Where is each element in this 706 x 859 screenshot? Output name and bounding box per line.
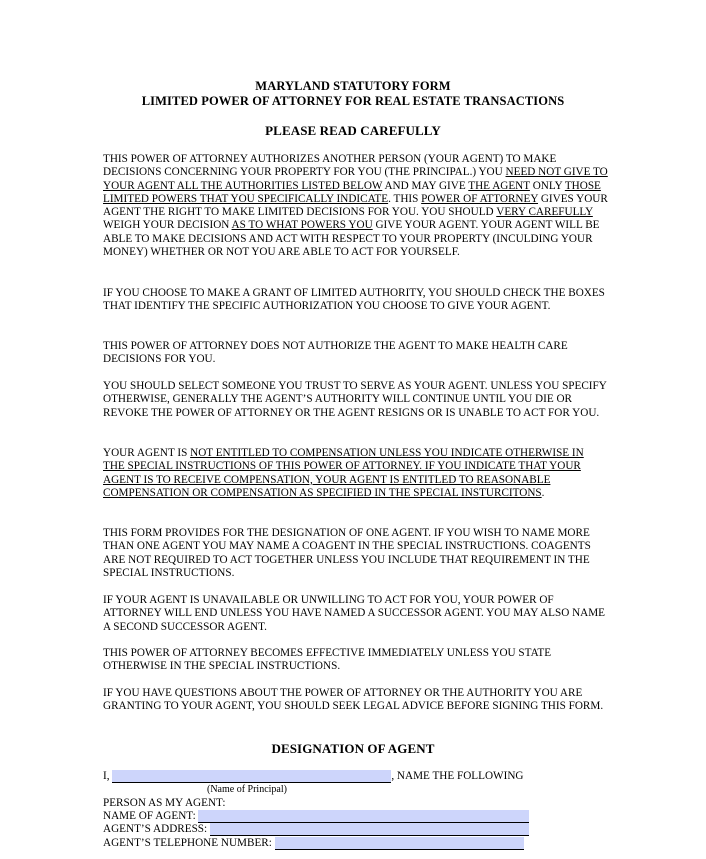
principal-name-field[interactable] [112, 770, 391, 783]
form-title-line1: MARYLAND STATUTORY FORM [255, 79, 451, 93]
agent-name-row: NAME OF AGENT: [103, 810, 529, 823]
paragraph-compensation: YOUR AGENT IS NOT ENTITLED TO COMPENSATION UNLESS YOU INDICATE OTHERWISE IN THE SPECIAL INSTRUCTIONS OF THIS POWER OF ATTORNEY. IF YOU INDICATE THAT YOUR AGENT IS TO RECEIVE COMPENSATION, YOUR AGENT IS ENTITLED TO REASONABLE COMPENSATION OR COMPENSATION AS SPECIFIED IN THE SPECIAL INSTURCITONS. [103, 447, 584, 499]
agent-address-field[interactable] [210, 823, 529, 836]
agent-phone-field[interactable] [275, 837, 524, 850]
paragraph-effective-date: THIS POWER OF ATTORNEY BECOMES EFFECTIVE IMMEDIATELY UNLESS YOU STATE OTHERWISE IN THE SPECIAL INSTRUCTIONS. [103, 647, 552, 673]
agent-phone-row: AGENT’S TELEPHONE NUMBER: [103, 837, 524, 850]
principal-row: I, , NAME THE FOLLOWING [103, 770, 524, 782]
agent-name-field[interactable] [198, 810, 529, 823]
paragraph-health-care: THIS POWER OF ATTORNEY DOES NOT AUTHORIZE THE AGENT TO MAKE HEALTH CARE DECISIONS FOR YOU. [103, 340, 568, 366]
paragraph-trusted-agent: YOU SHOULD SELECT SOMEONE YOU TRUST TO SERVE AS YOUR AGENT. UNLESS YOU SPECIFY OTHERWISE, GENERALLY THE AGENT’S AUTHORITY WILL CONTINUE UNTIL YOU DIE OR REVOKE THE POWER OF ATTORNEY OR THE AGENT RESIGNS OR IS UNABLE TO ACT FOR YOU. [103, 380, 607, 419]
read-carefully-heading: PLEASE READ CAREFULLY [265, 123, 441, 138]
form-title-line2: LIMITED POWER OF ATTORNEY FOR REAL ESTATE TRANSACTIONS [141, 94, 565, 108]
paragraph-authorization: THIS POWER OF ATTORNEY AUTHORIZES ANOTHER PERSON (YOUR AGENT) TO MAKE DECISIONS CONCERNING YOUR PROPERTY FOR YOU (THE PRINCIPAL.) YOU NEED NOT GIVE TO YOUR AGENT ALL THE AUTHORITIES LISTED BELOW AND MAY GIVE THE AGENT ONLY THOSE LIMITED POWERS THAT YOU SPECIFICALLY INDICATE. THIS POWER OF ATTORNEY GIVES YOUR AGENT THE RIGHT TO MAKE LIMITED DECISIONS FOR YOU. YOU SHOULD VERY CAREFULLY WEIGH YOUR DECISION AS TO WHAT POWERS YOU GIVE YOUR AGENT. YOUR AGENT WILL BE ABLE TO MAKE DECISIONS AND ACT WITH RESPECT TO YOUR PROPERTY (INCULDING YOUR MONEY) WHETHER OR NOT YOU ARE ABLE TO ACT FOR YOURSELF. [103, 153, 608, 259]
paragraph-legal-advice: IF YOU HAVE QUESTIONS ABOUT THE POWER OF ATTORNEY OR THE AUTHORITY YOU ARE GRANTING TO YOUR AGENT, YOU SHOULD SEEK LEGAL ADVICE BEFORE SIGNING THIS FORM. [103, 687, 604, 713]
designation-of-agent-heading: DESIGNATION OF AGENT [271, 741, 435, 756]
principal-name-caption: (Name of Principal) [207, 784, 287, 795]
agent-address-row: AGENT’S ADDRESS: [103, 823, 529, 836]
paragraph-coagent: THIS FORM PROVIDES FOR THE DESIGNATION OF ONE AGENT. IF YOU WISH TO NAME MORE THAN ONE AGENT YOU MAY NAME A COAGENT IN THE SPECIAL INSTRUCTIONS. COAGENTS ARE NOT REQUIRED TO ACT TOGETHER UNLESS YOU INCLUDE THAT REQUIREMENT IN THE SPECIAL INSTRUCTIONS. [103, 527, 591, 579]
person-as-agent-label: PERSON AS MY AGENT: [103, 797, 226, 809]
paragraph-limited-authority: IF YOU CHOOSE TO MAKE A GRANT OF LIMITED AUTHORITY, YOU SHOULD CHECK THE BOXES THAT IDENTIFY THE SPECIFIC AUTHORIZATION YOU CHOOSE TO GIVE YOUR AGENT. [103, 287, 605, 313]
paragraph-successor-agent: IF YOUR AGENT IS UNAVAILABLE OR UNWILLING TO ACT FOR YOU, YOUR POWER OF ATTORNEY WILL END UNLESS YOU HAVE NAMED A SUCCESSOR AGENT. YOU MAY ALSO NAME A SECOND SUCCESSOR AGENT. [103, 594, 606, 633]
